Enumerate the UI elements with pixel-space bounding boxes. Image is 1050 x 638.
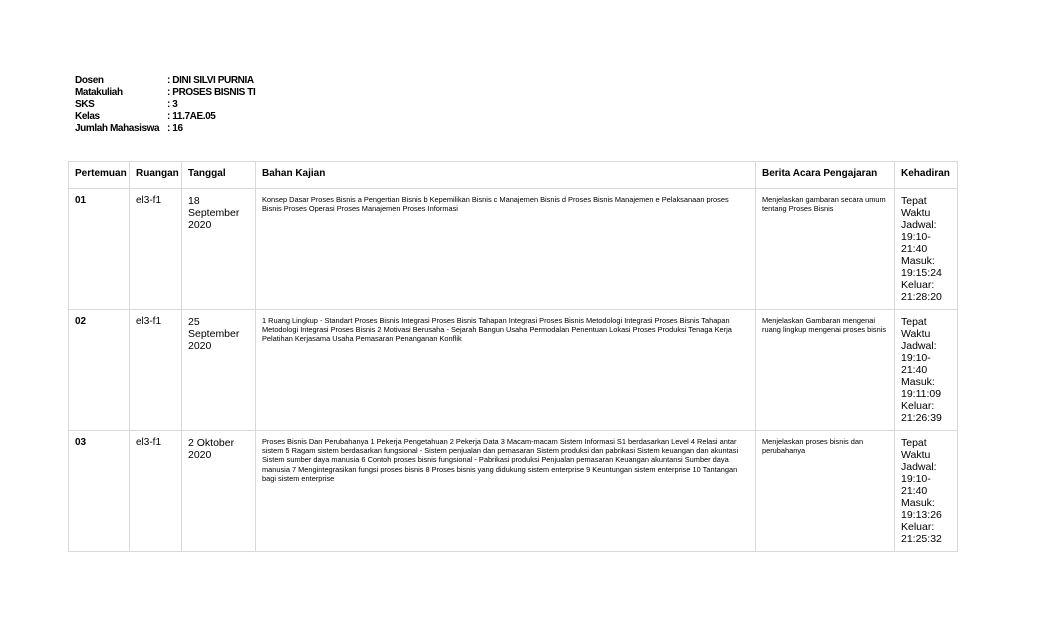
attendance-check-out: Keluar: 21:28:20 <box>901 279 942 303</box>
cell-ruangan: el3-f1 <box>130 431 182 552</box>
course-info <box>75 75 255 135</box>
header-bahan-kajian: Bahan Kajian <box>256 162 756 189</box>
info-row-matakuliah <box>75 87 255 99</box>
table-row <box>69 431 958 552</box>
info-row-sks <box>75 99 255 111</box>
cell-tanggal: 18 September 2020 <box>182 189 256 310</box>
table-row <box>69 189 958 310</box>
attendance-schedule: Jadwal: 19:10-21:40 <box>901 340 937 376</box>
info-value: : 16 <box>167 123 183 134</box>
info-label: SKS <box>75 99 95 110</box>
attendance-schedule: Jadwal: 19:10-21:40 <box>901 461 937 497</box>
info-value: : PROSES BISNIS TI <box>167 87 256 98</box>
attendance-status: Tepat Waktu <box>901 437 931 461</box>
cell-kehadiran <box>895 431 958 552</box>
header-tanggal: Tanggal <box>182 162 256 189</box>
attendance-check-out: Keluar: 21:26:39 <box>901 400 942 424</box>
cell-kehadiran <box>895 310 958 431</box>
attendance-status: Tepat Waktu <box>901 195 931 219</box>
info-row-kelas <box>75 111 255 123</box>
header-pertemuan: Pertemuan <box>69 162 130 189</box>
cell-pertemuan: 01 <box>69 189 130 310</box>
attendance-table <box>68 161 958 552</box>
cell-tanggal: 25 September 2020 <box>182 310 256 431</box>
table-row <box>69 310 958 431</box>
info-row-dosen <box>75 75 255 87</box>
info-value: : DINI SILVI PURNIA <box>167 75 254 86</box>
info-row-jumlah-mahasiswa <box>75 123 255 135</box>
info-value: : 3 <box>167 99 178 110</box>
cell-berita-acara: Menjelaskan proses bisnis dan perubahanya <box>756 431 895 552</box>
table-header-row <box>69 162 958 189</box>
attendance-schedule: Jadwal: 19:10-21:40 <box>901 219 937 255</box>
cell-ruangan: el3-f1 <box>130 189 182 310</box>
attendance-check-out: Keluar: 21:25:32 <box>901 521 942 545</box>
cell-tanggal: 2 Oktober 2020 <box>182 431 256 552</box>
cell-bahan-kajian: Proses Bisnis Dan Perubahanya 1 Pekerja Pengetahuan 2 Pekerja Data 3 Macam-macam Sistem Informasi S1 berdasarkan Level 4 Relasi antar sistem 5 Ragam sistem berdasarkan fungsional - Sistem penjualan dan pemasaran Sistem produksi dan pabrikasi Sistem keuangan dan akuntasi Sistem sumber daya manusia 6 Contoh proses bisnis fungsional - Pabrikasi produksi Penjualan pemasaran Keuangan akuntansi Sumber daya manusia 7 Mengintegrasikan fungsi proses bisnis 8 Proses bisnis yang didukung sistem enterprise 9 Keuntungan sistem enterprise 10 Tantangan bagi sistem enterprise <box>256 431 756 552</box>
header-ruangan: Ruangan <box>130 162 182 189</box>
attendance-check-in: Masuk: 19:13:26 <box>901 497 942 521</box>
cell-kehadiran <box>895 189 958 310</box>
cell-pertemuan: 03 <box>69 431 130 552</box>
cell-berita-acara: Menjelaskan gambaran secara umum tentang Proses Bisnis <box>756 189 895 310</box>
cell-bahan-kajian: 1 Ruang Lingkup - Standart Proses Bisnis Integrasi Proses Bisnis Tahapan Integrasi Proses Bisnis Metodologi Integrasi Proses Bisnis Tahapan Metodologi Integrasi Proses Bisnis 2 Motivasi Berusaha - Sejarah Bangun Usaha Permodalan Penentuan Lokasi Proses Produksi Tenaga Kerja Pelatihan Kerjasama Usaha Pemasaran Penanganan Konflik <box>256 310 756 431</box>
info-label: Kelas <box>75 111 100 122</box>
info-label: Dosen <box>75 75 104 86</box>
cell-berita-acara: Menjelaskan Gambaran mengenai ruang lingkup mengenai proses bisnis <box>756 310 895 431</box>
header-berita-acara: Berita Acara Pengajaran <box>756 162 895 189</box>
info-label: Matakuliah <box>75 87 123 98</box>
info-label: Jumlah Mahasiswa <box>75 123 160 134</box>
cell-pertemuan: 02 <box>69 310 130 431</box>
attendance-check-in: Masuk: 19:15:24 <box>901 255 942 279</box>
attendance-check-in: Masuk: 19:11:09 <box>901 376 942 400</box>
attendance-status: Tepat Waktu <box>901 316 931 340</box>
info-value: : 11.7AE.05 <box>167 111 216 122</box>
cell-ruangan: el3-f1 <box>130 310 182 431</box>
header-kehadiran: Kehadiran <box>895 162 958 189</box>
cell-bahan-kajian: Konsep Dasar Proses Bisnis a Pengertian Bisnis b Kepemilikan Bisnis c Manajemen Bisnis d Proses Bisnis Manajemen e Pelaksanaan proses Bisnis Proses Operasi Proses Manajemen Proses Informasi <box>256 189 756 310</box>
